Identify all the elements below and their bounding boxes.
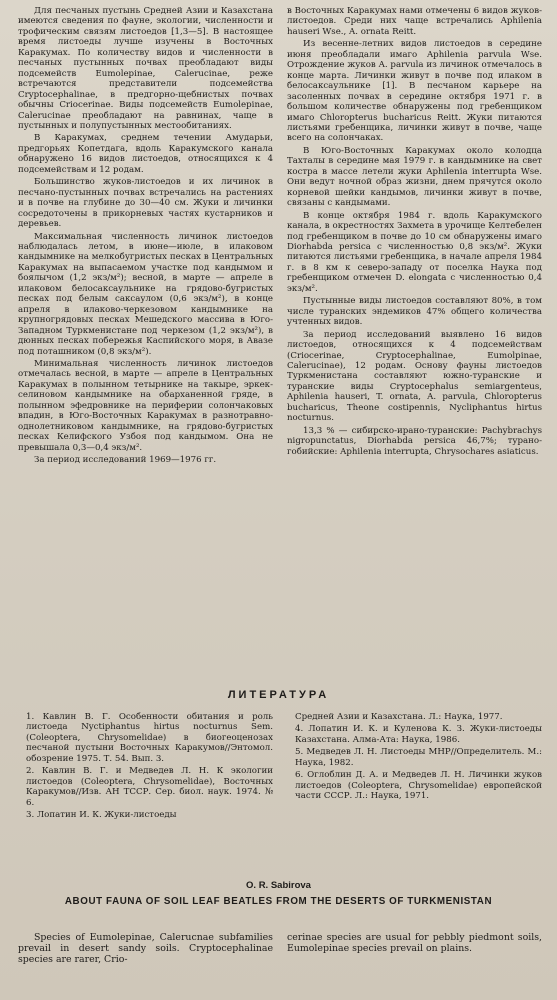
reference-item: 1. Кавлин В. Г. Особенности обитания и роль листоеда Nyctiphantus hirtus nocturnus Sem. (Coleoptera, Chrysomelidae) в биогеоценозах песчаной пустыни Восточных Каракумов//Энтомол. обозрение 1975. Т. 54. Вып. 3. [26,712,273,764]
paragraph: В Юго-Восточных Каракумах около колодца Тахталы в середине мая 1979 г. в кандымнике на свет костра в массе летели жуки Aphilenia interrupta Wse. Они ведут ночной образ жизни, днем прячутся около корневой шейки кандымов, личинки живут в почве, связаны с кандымами. [287,145,542,209]
paragraph: Для песчаных пустынь Средней Азии и Казахстана имеются сведения по фауне, экологии, численности и трофическим связям листоедов [1,3—5]. В настоящее время листоеды лучше изучены в Восточных Каракумах. По количеству видов и численности в песчаных пустынных почвах преобладают виды подсемейств Eumolepinae, Calerucinae, реже встречаются представители подсемейства Cryptocephalinae, в предгорно-щебнистых почвах обычны Criocerinae. Виды подсемейств Eumolepinae, Calerucinae преобладают на равнинах, чаще в пустынных и полупустынных местообитаниях. [18,6,273,131]
summary-abstract [18,932,542,992]
abstract-column-left [18,932,273,992]
paragraph: Минимальная численность личинок листоедов отмечалась весной, в марте — апреле в Центральных Каракумах в полынном тетырнике на такыре, эркек-селиновом кандымнике на обарханенной гряде, в полынном эфедровнике на периферии солончаковых впадин, в Юго-Восточных Каракумах в разнотравно-однолетниковом кандымнике, на грядово-бугристых песках Келифского Узбоя под кандымом. Она не превышала 0,3—0,4 экз/м². [18,358,273,453]
references-list [18,712,542,870]
reference-item: 6. Оглоблин Д. А. и Медведев Л. Н. Личинки жуков листоедов (Coleoptera, Chrysomelidae) европейской части СССР. Л.: Наука, 1971. [295,770,542,802]
abstract-text: Species of Eumolepinae, Calerucnae subfamilies prevail in desert sandy soils. Cryptocephalinae species are rarer, Crio- [18,932,273,966]
abstract-column-right [287,932,542,992]
paragraph: Максимальная численность личинок листоедов наблюдалась летом, в июне—июле, в илаковом кандымнике на мелкобугристых песках в Центральных Каракумах на выпасаемом участке под кандымом и боялычом (1,2 экз/м²); весной, в марте — апреле в илаковом белосаксаульнике на грядово-бугристых песках под белым саксаулом (0,6 экз/м²), в конце апреля в илаково-черкезовом кандымнике на крупногрядовых песках Мешедского массива в Юго-Западном Туркменистане под черкезом (1,2 экз/м²), в дюнных песках побережья Каспийского моря, в Авазе под поташником (0,8 экз/м²). [18,231,273,357]
references-heading: ЛИТЕРАТУРА [227,689,330,701]
summary-author: O. R. Sabirova [246,880,311,891]
main-column-left [18,6,273,680]
reference-item: 5. Медведев Л. Н. Листоеды МНР//Определитель. М.: Наука, 1982. [295,747,542,768]
main-column-right [287,6,542,680]
references-column-right [287,712,542,870]
reference-item: 4. Лопатин И. К. и Куленова К. З. Жуки-листоеды Казахстана. Алма-Ата: Наука, 1986. [295,724,542,745]
main-text [18,6,542,680]
paragraph: За период исследований выявлено 16 видов листоедов, относящихся к 4 подсемействам (Criocerinae, Cryptocephalinae, Eumolpinae, Calerucinae), 12 родам. Основу фауны листоедов Туркменистана составляют южно-туранские и туранские виды Cryptocephalus semiargenteus, Aphilenia hauseri, T. ornata, A. parvula, Chloropterus bucharicus, Theone costipennis, Nycliphantus hirtus nocturnus. [287,329,542,424]
paragraph: Большинство жуков-листоедов и их личинок в песчано-пустынных почвах встречались на растениях и в почве на глубине до 30—40 см. Жуки и личинки сосредоточены в прикорневых частях кустарников и деревьев. [18,177,273,230]
paragraph: В конце октября 1984 г. вдоль Каракумского канала, в окрестностях Захмета в урочище Келтебелен под гребенщиком в почве до 10 см обнаружены имаго Diorhabda persica с численностью 0,8 экз/м². Жуки питаются листьями гребенщика, в начале апреля 1984 г. в 8 км к северо-западу от поселка Наука под гребенщиком отмечен D. elongata с численностью 0,4 экз/м². [287,210,542,294]
references-column-left [18,712,273,870]
abstract-text: cerinae species are usual for pebbly piedmont soils, Eumolepinae species prevail on plains. [287,932,542,955]
paragraph: в Восточных Каракумах нами отмечены 6 видов жуков-листоедов. Среди них чаще встречались Aphilenia hauseri Wse., A. ornata Reitt. [287,6,542,37]
paragraph: Пустынные виды листоедов составляют 80%, в том числе туранских эндемиков 47% общего количества учтенных видов. [287,296,542,328]
reference-item: 2. Кавлин В. Г. и Медведев Л. Н. К экологии листоедов (Coleoptera, Chrysomelidae), Восточных Каракумов//Изв. АН ТССР. Сер. биол. наук. 1974. № 6. [26,766,273,808]
paragraph: Из весенне-летних видов листоедов в середине июня преобладали имаго Aphilenia parvula Wse. Отрождение жуков A. parvula из личинок отмечалось в конце марта. Личинки живут в почве под илаком в белосаксаульнике [1]. В песчаном карьере на засоленных почвах в середине октября 1971 г. в большом количестве обнаружены под гребенщиком имаго Chloropterus bucharicus Reitt. Жуки питаются листьями гребенщика, личинки живут в почве, чаще всего на солончаках. [287,39,542,144]
summary-title: ABOUT FAUNA OF SOIL LEAF BEATLES FROM THE DESERTS OF TURKMENISTAN [64,896,493,907]
reference-item: Средней Азии и Казахстана. Л.: Наука, 1977. [295,712,503,722]
paragraph: В Каракумах, среднем течении Амударьи, предгорьях Копетдага, вдоль Каракумского канала обнаружено 16 видов листоедов, относящихся к 4 подсемействам и 12 родам. [18,133,273,175]
paragraph: 13,3 % — сибирско-ирано-туранские: Pachybrachys nigropunctatus, Diorhabda persica 46,7%; турано-гобийские: Aphilenia interrupta, Chrysochares asiaticus. [287,425,542,457]
paragraph: За период исследований 1969—1976 гг. [34,455,217,466]
reference-item: 3. Лопатин И. К. Жуки-листоеды [26,810,177,821]
